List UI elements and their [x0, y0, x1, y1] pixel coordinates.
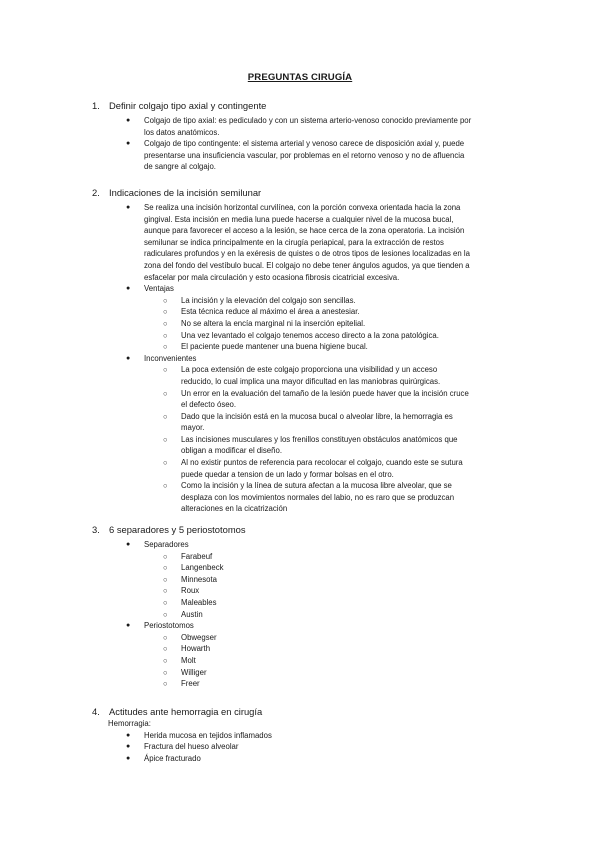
sub-list-item: ○ Dado que la incisión está en la mucosa bucal o alveolar libre, la hemorragia es mayor.	[163, 411, 453, 433]
section-heading	[92, 187, 512, 199]
list-item: ● Colgajo de tipo contingente: el sistema arterial y venoso carece de disposición axial y, puede presentarse una insuficiencia vascular, por problemas en el retorno venoso y no de afluencia de sangre al colgajo.	[126, 139, 465, 172]
circle-bullet-icon: ○	[163, 551, 168, 561]
circle-bullet-icon: ○	[163, 388, 168, 398]
section-number: 2.	[92, 187, 100, 198]
sub-list	[144, 295, 512, 353]
section-heading	[92, 100, 512, 112]
sub-list-item: ○ Williger	[163, 667, 207, 677]
list-item: ● Ápice fracturado	[126, 753, 201, 763]
bullet-icon: ●	[126, 622, 131, 630]
sub-list-item: ○ Obwegser	[163, 632, 217, 642]
circle-bullet-icon: ○	[163, 318, 168, 328]
circle-bullet-icon: ○	[163, 365, 168, 375]
list-item: ● Colgajo de tipo axial: es pediculado y con un sistema arterio-venoso conocido previamente por los datos anatómicos.	[126, 116, 472, 137]
bullet-icon: ●	[126, 754, 131, 762]
circle-bullet-icon: ○	[163, 655, 168, 665]
list-item: ● Fractura del hueso alveolar	[126, 742, 239, 752]
section-title: Definir colgajo tipo axial y contingente	[109, 100, 267, 111]
sub-list-item: ○ Austin	[163, 609, 203, 619]
bullet-list	[92, 539, 512, 690]
section-3	[92, 524, 512, 690]
sub-list-item: ○ Un error en la evaluación del tamaño de la lesión puede haver que la incisión cruce el defecto óseo.	[163, 388, 469, 410]
list-item: ● Separadores ○ Farabeuf ○ Langenbeck ○ Minnesota ○ Roux ○ Maleables ○ Austin	[144, 539, 512, 620]
circle-bullet-icon: ○	[163, 597, 168, 607]
sub-list-item: ○ Minnesota	[163, 574, 217, 584]
circle-bullet-icon: ○	[163, 307, 168, 317]
section-number: 1.	[92, 100, 100, 111]
circle-bullet-icon: ○	[163, 434, 168, 444]
circle-bullet-icon: ○	[163, 411, 168, 421]
list-item: ● Periostotomos ○ Obwegser ○ Howarth ○ Molt ○ Williger ○ Freer	[144, 620, 512, 690]
circle-bullet-icon: ○	[163, 481, 168, 491]
section-title: Indicaciones de la incisión semilunar	[109, 187, 262, 198]
bullet-icon: ●	[126, 743, 131, 751]
section-1	[92, 100, 512, 173]
circle-bullet-icon: ○	[163, 330, 168, 340]
circle-bullet-icon: ○	[163, 679, 168, 689]
circle-bullet-icon: ○	[163, 632, 168, 642]
section-number: 4.	[92, 706, 100, 717]
sub-list-item: ○ La poca extensión de este colgajo proporciona una visibilidad y un acceso reducido, lo cual implica una mayor dificultad en las maniobras quirúrgicas.	[163, 365, 441, 386]
sub-list-item: ○ Farabeuf	[163, 551, 213, 561]
bullet-icon: ●	[126, 285, 131, 293]
section-4	[92, 706, 512, 764]
bullet-icon: ●	[126, 140, 131, 148]
list-item: ● Herida mucosa en tejidos inflamados	[126, 730, 272, 740]
page-title: PREGUNTAS CIRUGÍA	[247, 72, 353, 83]
list-item: ● Inconvenientes ○ La poca extensión de este colgajo proporciona una visibilidad y un acceso reducido, lo cual implica una mayor dificultad en las maniobras quirúrgicas. ○ Un error en la evaluación del tamaño de la lesión puede haver que la incisión cruce el defecto óseo. ○ Dado que la incisión está en la mucosa bucal o alveolar libre, la hemorragia es mayor. ○ Las incisiones musculares y los frenillos constituyen obstáculos anatómicos que obligan a modificar el diseño. ○ Al no existir puntos de referencia para recolocar el colgajo, cuando este se sutura puede quedar a tension de un lado y formar bolsas en el otro. ○ Como la incisión y la línea de sutura afectan a la mucosa libre alveolar, que se desplaza con los movimientos normales del labio, no es raro que se produzcan alteraciones en la cicatrización	[144, 353, 512, 515]
sub-list-item: ○ No se altera la encía marginal ni la inserción epitelial.	[163, 318, 366, 328]
section-number: 3.	[92, 524, 100, 535]
sub-list	[144, 632, 512, 690]
sub-list	[144, 364, 512, 515]
circle-bullet-icon: ○	[163, 563, 168, 573]
sub-list-item: ○ Langenbeck	[163, 563, 224, 573]
bullet-icon: ●	[126, 204, 131, 211]
circle-bullet-icon: ○	[163, 667, 168, 677]
sub-list-item: ○ Al no existir puntos de referencia para recolocar el colgajo, cuando este se sutura puede quedar a tension de un lado y formar bolsas en el otro.	[163, 458, 463, 479]
circle-bullet-icon: ○	[163, 458, 168, 468]
bullet-icon: ●	[126, 731, 131, 739]
circle-bullet-icon: ○	[163, 609, 168, 619]
sub-list-item: ○ Howarth	[163, 644, 211, 654]
circle-bullet-icon: ○	[163, 644, 168, 654]
sub-list-item: ○ Una vez levantado el colgajo tenemos acceso directo a la zona patológica.	[163, 330, 439, 340]
sub-list-item: ○ Las incisiones musculares y los frenillos constituyen obstáculos anatómicos que obligan a modificar el diseño.	[163, 434, 458, 456]
sub-list-item: ○ Esta técnica reduce al máximo el área a anestesiar.	[163, 307, 360, 317]
sub-list-item: ○ Freer	[163, 679, 200, 689]
sub-list-item: ○ Como la incisión y la línea de sutura afectan a la mucosa libre alveolar, que se desplaza con los movimientos normales del labio, no es raro que se produzcan alteraciones en la cicatrización	[163, 481, 455, 514]
section-sublabel: Hemorragia:	[108, 719, 151, 728]
section-title: Actitudes ante hemorragia en cirugía	[109, 706, 263, 717]
circle-bullet-icon: ○	[163, 586, 168, 596]
bullet-list	[92, 115, 512, 173]
sub-list-item: ○ Roux	[163, 586, 200, 596]
section-heading	[92, 524, 512, 536]
circle-bullet-icon: ○	[163, 574, 168, 584]
list-item: ● Se realiza una incisión horizontal curvilínea, con la porción convexa orientada hacia la zona gingival. Esta incisión en media luna puede hacerse a cualquier nivel de la mucosa bucal, aunque para favorecer el acceso a la lesión, se hace cerca de la zona operatoria. La incisión semilunar se indica principalmente en la cirugía periapical, para la extracción de restos radiculares profundos y en la exéresis de quistes o de otros tipos de lesiones localizadas en la zona del fondo del vestíbulo bucal. El colgajo no debe tener ángulos agudos, ya que tienden a esfacelar por mala circulación y esto ocasiona fibrosis cicatricial excesiva.	[126, 203, 470, 282]
sub-list-item: ○ La incisión y la elevación del colgajo son sencillas.	[163, 295, 356, 305]
circle-bullet-icon: ○	[163, 342, 168, 352]
sub-list-item: ○ Maleables	[163, 597, 217, 607]
bullet-list	[92, 202, 512, 515]
bullet-icon: ●	[126, 117, 131, 124]
sub-list-item: ○ Molt	[163, 655, 196, 665]
bullet-icon: ●	[126, 354, 131, 362]
circle-bullet-icon: ○	[163, 295, 168, 305]
sub-list	[144, 551, 512, 621]
section-title: 6 separadores y 5 periostotomos	[109, 524, 246, 535]
bullet-icon: ●	[126, 541, 131, 548]
sub-list-item: ○ El paciente puede mantener una buena higiene bucal.	[163, 342, 368, 352]
list-item: ● Ventajas ○ La incisión y la elevación del colgajo son sencillas. ○ Esta técnica reduce al máximo el área a anestesiar. ○ No se altera la encía marginal ni la inserción epitelial. ○ Una vez levantado el colgajo tenemos acceso directo a la zona patológica. ○ El paciente puede mantener una buena higiene bucal.	[144, 283, 512, 353]
bullet-list	[92, 730, 512, 765]
section-heading	[92, 706, 512, 718]
section-2	[92, 187, 512, 515]
